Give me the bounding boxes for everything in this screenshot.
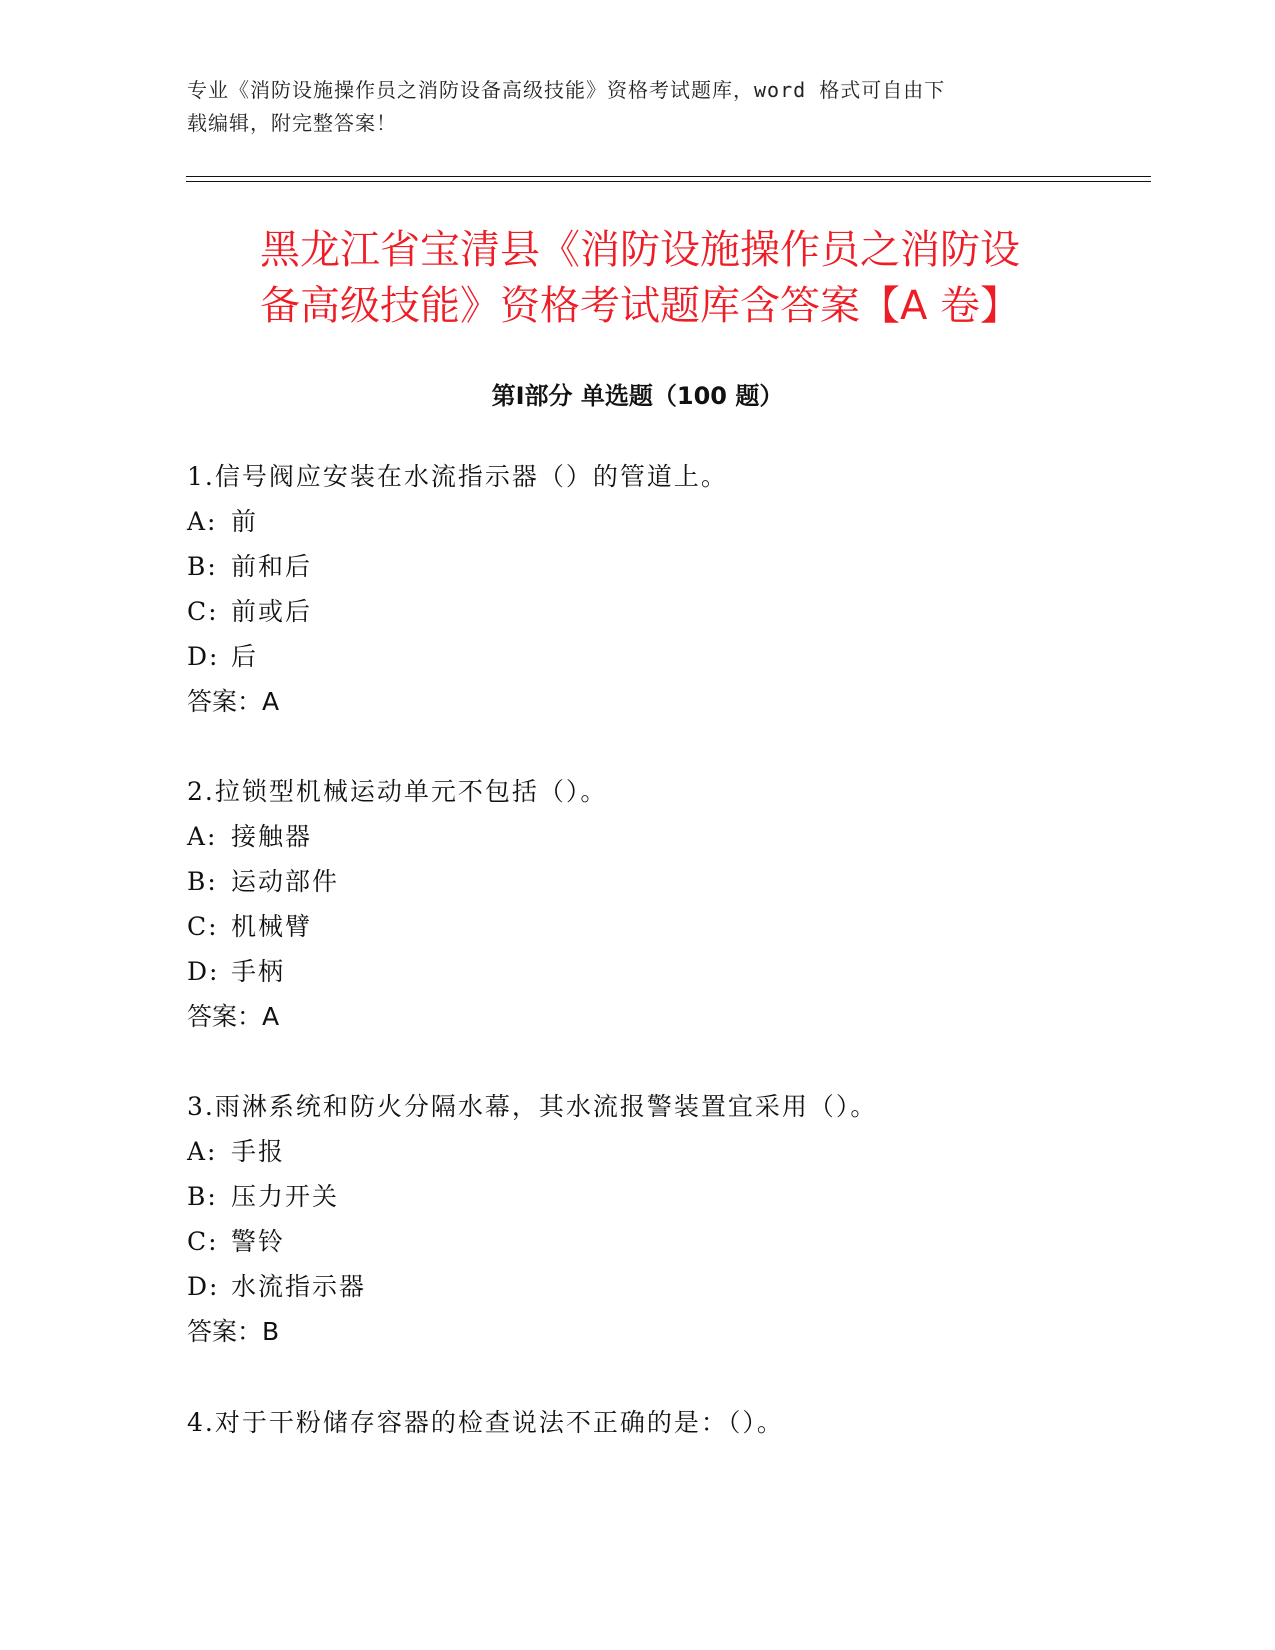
option-text: 前和后 (231, 552, 313, 581)
option-a (187, 506, 1137, 551)
option-key: B: (187, 867, 218, 896)
header-note-line-1: 专业《消防设施操作员之消防设备高级技能》资格考试题库，word 格式可自由下 (187, 78, 946, 102)
option-b (187, 1181, 1137, 1226)
option-text: 前或后 (231, 597, 313, 626)
document-title-line-1: 黑龙江省宝清县《消防设施操作员之消防设 (260, 227, 1020, 273)
question-2 (187, 776, 1137, 1046)
option-c (187, 1226, 1137, 1271)
question-3 (187, 1091, 1137, 1361)
option-key: B: (187, 1182, 218, 1211)
option-text: 手报 (231, 1137, 286, 1166)
option-text: 手柄 (231, 957, 286, 986)
option-b (187, 866, 1137, 911)
header-note (187, 74, 1087, 140)
header-divider-bottom (186, 181, 1151, 182)
option-text: 后 (231, 642, 259, 671)
option-c (187, 596, 1137, 641)
option-text: 警铃 (231, 1227, 286, 1256)
option-text: 水流指示器 (231, 1272, 367, 1301)
option-d (187, 641, 1137, 686)
option-key: A: (187, 1137, 218, 1166)
question-stem: 4.对于干粉储存容器的检查说法不正确的是：（）。 (187, 1408, 784, 1437)
question-1 (187, 461, 1137, 731)
question-stem: 3.雨淋系统和防火分隔水幕，其水流报警装置宜采用（）。 (187, 1092, 878, 1121)
option-b (187, 551, 1137, 596)
question-stem: 2.拉锁型机械运动单元不包括（）。 (187, 777, 608, 806)
answer: 答案：B (187, 1317, 280, 1346)
option-text: 机械臂 (231, 912, 313, 941)
option-text: 压力开关 (231, 1182, 340, 1211)
option-a (187, 1136, 1137, 1181)
option-text: 接触器 (231, 822, 313, 851)
option-c (187, 911, 1137, 956)
option-key: C: (187, 597, 219, 626)
option-text: 运动部件 (231, 867, 340, 896)
option-key: A: (187, 822, 218, 851)
header-note-line-2: 载编辑，附完整答案！ (187, 111, 397, 135)
option-key: D: (187, 1272, 220, 1301)
option-key: D: (187, 642, 220, 671)
option-key: C: (187, 912, 219, 941)
option-key: B: (187, 552, 218, 581)
question-4 (187, 1407, 1137, 1452)
document-title (190, 222, 1090, 334)
answer: 答案：A (187, 687, 280, 716)
option-key: A: (187, 507, 218, 536)
header-divider-top (186, 176, 1151, 177)
option-a (187, 821, 1137, 866)
document-title-line-2: 备高级技能》资格考试题库含答案【A 卷】 (259, 283, 1021, 329)
option-key: D: (187, 957, 220, 986)
section-heading: 第Ⅰ部分 单选题（100 题） (491, 382, 784, 410)
option-key: C: (187, 1227, 219, 1256)
question-stem: 1.信号阀应安装在水流指示器（）的管道上。 (187, 462, 728, 491)
option-text: 前 (231, 507, 259, 536)
option-d (187, 1271, 1137, 1316)
option-d (187, 956, 1137, 1001)
answer: 答案：A (187, 1002, 280, 1031)
